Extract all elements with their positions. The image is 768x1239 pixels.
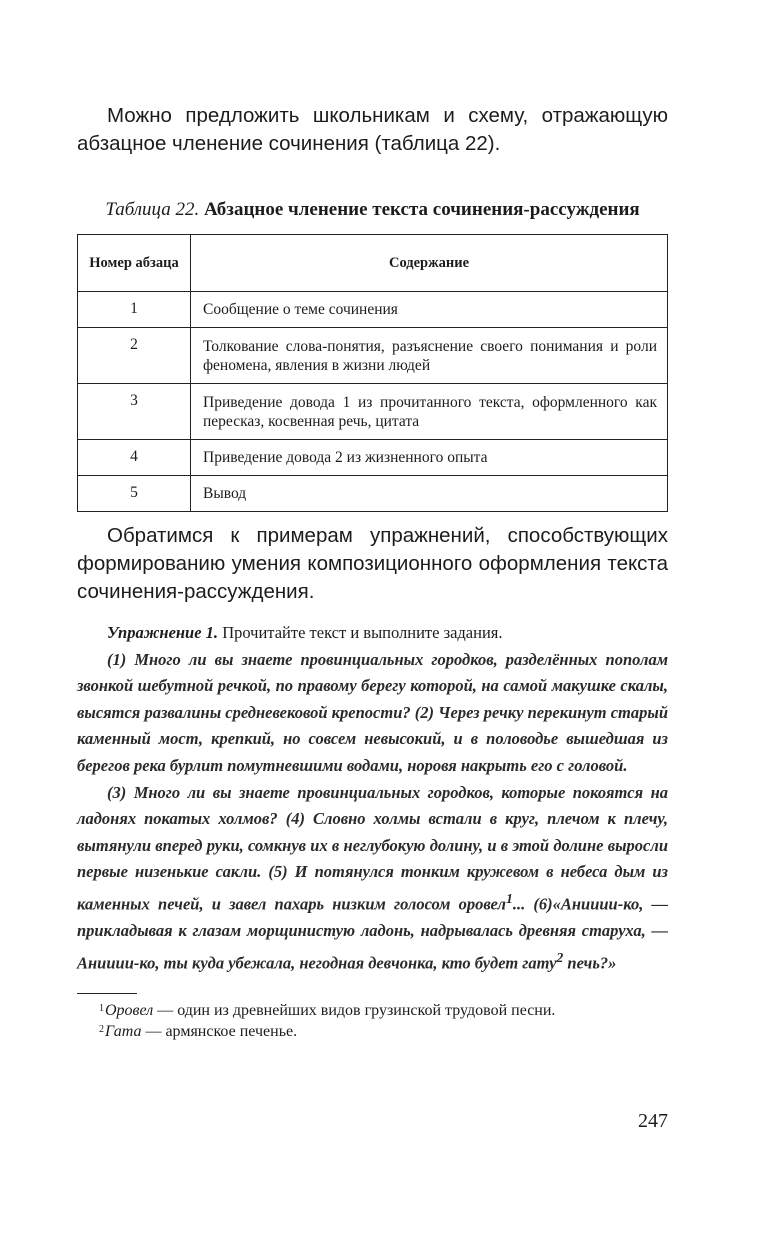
table-caption xyxy=(77,197,668,222)
page-number: 247 xyxy=(638,1110,668,1132)
table-row xyxy=(78,292,668,328)
exercise-text-part: печь?» xyxy=(563,953,617,973)
footnote-mark: 2 xyxy=(99,1023,104,1035)
footnote-mark: 1 xyxy=(99,1002,104,1014)
row-content: Толкование слова-понятия, разъяснение своего понимания и роли феномена, явления в жизни людей xyxy=(191,328,668,384)
table-caption-label: Таблица 22. xyxy=(105,199,200,220)
footnote-text: — армянское печенье. xyxy=(141,1022,298,1040)
exercise-instruction: Прочитайте текст и выполните задания. xyxy=(222,623,503,642)
exercise-heading xyxy=(77,620,668,647)
footnote-ref: 2 xyxy=(556,949,564,965)
intro-paragraph: Можно предложить школьникам и схему, отражающую абзацное членение сочинения (таблица 22). xyxy=(77,104,668,155)
paragraph-structure-table xyxy=(77,234,668,512)
exercise-text-paragraph-1: (1) Много ли вы знаете провинциальных городков, разделённых пополам звонкой шебутной речкой, по правому берегу которой, на самой макушке скалы, высятся развалины средневековой крепости? (2) Через речку перекинут старый каменный мост, крепкий, но совсем невысокий, и в половодье вышедшая из берегов река бурлит помутневшими водами, норовя накрыть его с головой. xyxy=(77,649,668,775)
footnote xyxy=(77,1000,668,1021)
exercise-label: Упражнение 1. xyxy=(107,623,219,642)
table-row xyxy=(78,328,668,384)
row-number: 4 xyxy=(78,440,191,476)
footnote-text: — один из древнейших видов грузинской трудовой песни. xyxy=(153,1001,556,1019)
after-table-paragraph: Обратимся к примерам упражнений, способствующих формированию умения композиционного оформления текста сочинения-рассуждения. xyxy=(77,524,668,603)
row-content: Вывод xyxy=(191,476,668,512)
exercise-text-paragraph-2 xyxy=(77,780,668,977)
table-row xyxy=(78,476,668,512)
exercise-text-part: ... (6)«Анииии-ко, — прикладывая к глазам морщинистую ладонь, надрывалась древняя старуха, — Анииии-ко, ты куда убежала, негодная девчонка, кто будет гату xyxy=(77,894,668,973)
row-number: 3 xyxy=(78,384,191,440)
table-row xyxy=(78,440,668,476)
table-header-number: Номер абзаца xyxy=(78,235,191,292)
footnote-term: Гата xyxy=(105,1022,142,1040)
table-row xyxy=(78,384,668,440)
footnote-term: Оровел xyxy=(105,1001,154,1019)
row-content: Приведение довода 1 из прочитанного текста, оформленного как пересказ, косвенная речь, цитата xyxy=(191,384,668,440)
row-number: 1 xyxy=(78,292,191,328)
footnote-ref: 1 xyxy=(505,890,513,906)
exercise-text-part: (3) Много ли вы знаете провинциальных городков, которые покоятся на ладонях покатых холмов? (4) Словно холмы встали в круг, плечом к плечу, вытянули вперед руки, сомкнув их в неглубокую долину, и в этой долине выросли первые низенькие сакли. (5) И потянулся тонким кружевом в небеса дым из каменных печей, и завел пахарь низким голосом оровел xyxy=(77,782,668,914)
table-header-content: Содержание xyxy=(191,235,668,292)
footnote xyxy=(77,1021,668,1042)
page-body xyxy=(77,96,668,1042)
row-content: Сообщение о теме сочинения xyxy=(191,292,668,328)
row-number: 5 xyxy=(78,476,191,512)
table-caption-title: Абзацное членение текста сочинения-рассуждения xyxy=(204,199,640,220)
row-content: Приведение довода 2 из жизненного опыта xyxy=(191,440,668,476)
row-number: 2 xyxy=(78,328,191,384)
footnote-divider xyxy=(77,993,137,994)
